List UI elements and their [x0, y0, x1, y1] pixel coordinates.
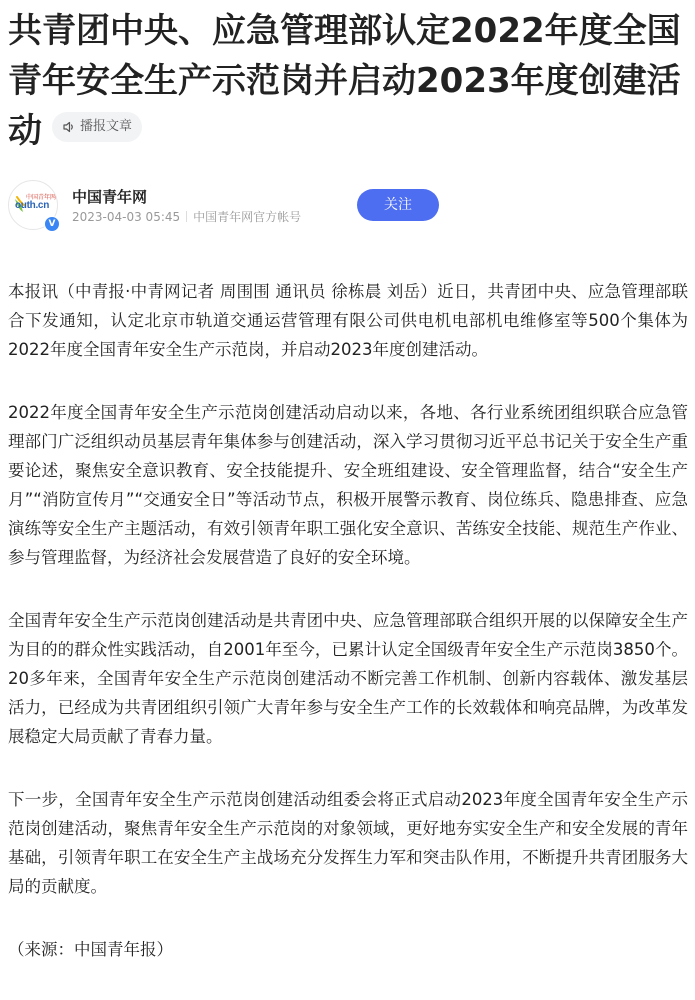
article-paragraph-3: 全国青年安全生产示范岗创建活动是共青团中央、应急管理部联合组织开展的以保障安全生产为目的的群众性实践活动，自2001年至今，已累计认定全国级青年安全生产示范岗3850个。20多年来，全国青年安全生产示范岗创建活动不断完善工作机制、创新内容载体、激发基层活力，已经成为共青团组织引领广大青年参与安全生产工作的长效载体和响亮品牌，为改革发展稳定大局贡献了青春力量。: [8, 611, 688, 746]
follow-button[interactable]: 关注: [357, 189, 439, 221]
article-title-text: 共青团中央、应急管理部认定2022年度全国青年安全生产示范岗并启动2023年度创建活动: [8, 11, 681, 151]
listen-article-button[interactable]: [52, 112, 142, 142]
avatar-logo-text: outh.cn: [15, 200, 50, 211]
article-paragraph-4: 下一步，全国青年安全生产示范岗创建活动组委会将正式启动2023年度全国青年安全生产示范岗创建活动，聚焦青年安全生产示范岗的对象领域，更好地夯实安全生产和安全发展的青年基础，引领青年职工在安全生产主战场充分发挥生力军和突击队作用，不断提升共青团服务大局的贡献度。: [8, 790, 688, 896]
avatar-logo-cn: 中国青年网: [26, 194, 57, 201]
author-name[interactable]: 中国青年网: [72, 188, 148, 206]
author-bar: [8, 180, 688, 232]
verified-badge-icon: V: [44, 216, 60, 232]
article-title: [8, 6, 688, 156]
listen-article-label: 播报文章: [80, 119, 133, 134]
post-meta: [72, 208, 301, 225]
article-paragraph-1: 本报讯（中青报·中青网记者 周围围 通讯员 徐栋晨 刘岳）近日，共青团中央、应急管理部联合下发通知，认定北京市轨道交通运营管理有限公司供电机电部机电维修室等500个集体为2022年度全国青年安全生产示范岗，并启动2023年度创建活动。: [8, 282, 688, 359]
meta-divider: [186, 211, 187, 222]
article-body: [8, 277, 688, 964]
speaker-icon: [62, 120, 76, 134]
article-paragraph-2: 2022年度全国青年安全生产示范岗创建活动启动以来，各地、各行业系统团组织联合应急管理部门广泛组织动员基层青年集体参与创建活动，深入学习贯彻习近平总书记关于安全生产重要论述，聚焦安全意识教育、安全技能提升、安全班组建设、安全管理监督，结合“安全生产月”“消防宣传月”“交通安全日”等活动节点，积极开展警示教育、岗位练兵、隐患排查、应急演练等安全生产主题活动，有效引领青年职工强化安全意识、苦练安全技能、规范生产作业、参与管理监督，为经济社会发展营造了良好的安全环境。: [8, 403, 688, 567]
article-source: （来源：中国青年报）: [8, 940, 173, 959]
post-date: 2023-04-03 05:45: [72, 210, 181, 224]
account-type: 中国青年网官方帐号: [193, 210, 302, 224]
